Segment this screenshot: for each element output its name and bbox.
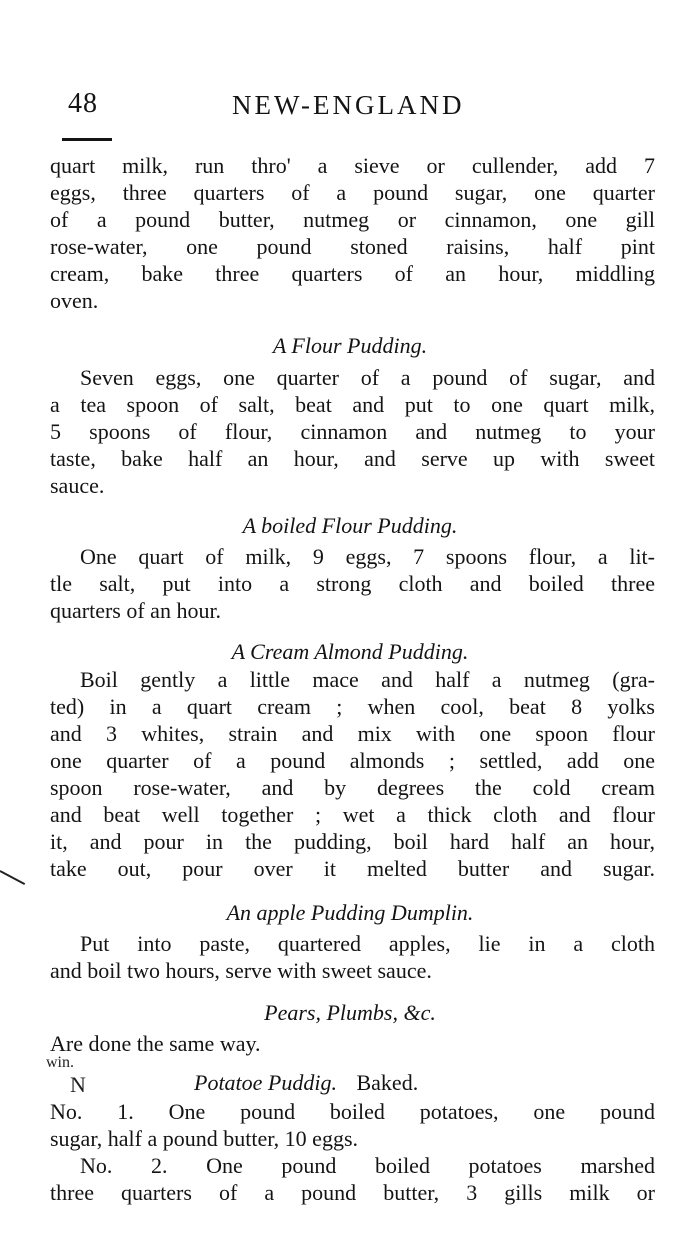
recipe-title-apple-pudding-dumplin: An apple Pudding Dumplin. <box>226 900 474 925</box>
text-line: Boil gently a little mace and half a nutmeg (gra- <box>80 667 655 692</box>
recipe-title-flour-pudding: A Flour Pudding. <box>272 333 428 358</box>
text-line: three quarters of a pound butter, 3 gills milk or <box>50 1180 655 1205</box>
text-line: and beat well together ; wet a thick cloth and flour <box>50 802 655 827</box>
text-line: cream, bake three quarters of an hour, middling <box>50 261 655 286</box>
text-line: of a pound butter, nutmeg or cinnamon, one gill <box>50 207 655 232</box>
text-line: Are done the same way. <box>50 1031 261 1056</box>
margin-tick-mark <box>0 870 25 885</box>
text-line: and boil two hours, serve with sweet sauce. <box>50 958 432 983</box>
text-line: quart milk, run thro' a sieve or cullender, add 7 <box>50 153 655 178</box>
text-line: a tea spoon of salt, beat and put to one quart milk, <box>50 392 655 417</box>
recipe-body-pears-plumbs <box>50 1030 655 1057</box>
recipe-body-potatoe-puddig <box>50 1098 655 1206</box>
text-line: rose-water, one pound stoned raisins, half pint <box>50 234 655 259</box>
text-line: Put into paste, quartered apples, lie in a cloth <box>80 931 655 956</box>
recipe-title-potatoe-puddig <box>194 1070 418 1096</box>
continuation-paragraph <box>50 152 655 314</box>
text-line: oven. <box>50 288 99 313</box>
text-line: Seven eggs, one quarter of a pound of sugar, and <box>80 365 655 390</box>
text-line: quarters of an hour. <box>50 598 222 623</box>
text-line: it, and pour in the pudding, boil hard half an hour, <box>50 829 655 854</box>
text-line: spoon rose-water, and by degrees the cold cream <box>50 775 655 800</box>
recipe-body-apple-pudding-dumplin <box>50 930 655 984</box>
recipe-title-text: Potatoe Puddig. <box>194 1070 337 1095</box>
text-line: taste, bake half an hour, and serve up with sweet <box>50 446 655 471</box>
text-line: ted) in a quart cream ; when cool, beat 8 yolks <box>50 694 655 719</box>
running-head: NEW-ENGLAND <box>232 90 465 120</box>
recipe-body-boiled-flour-pudding <box>50 543 655 624</box>
recipe-title-cream-almond-pudding: A Cream Almond Pudding. <box>231 639 469 664</box>
header-rule <box>62 138 112 141</box>
recipe-title-boiled-flour-pudding: A boiled Flour Pudding. <box>242 513 458 538</box>
recipe-subtitle: Baked. <box>356 1070 419 1095</box>
text-line: 5 spoons of flour, cinnamon and nutmeg to your <box>50 419 655 444</box>
margin-note: N <box>70 1072 86 1097</box>
text-line: and 3 whites, strain and mix with one spoon flour <box>50 721 655 746</box>
text-line: One quart of milk, 9 eggs, 7 spoons flour, a lit- <box>80 544 655 569</box>
text-line: No. 1. One pound boiled potatoes, one pound <box>50 1099 655 1124</box>
page-number: 48 <box>68 88 98 119</box>
text-line: sauce. <box>50 473 105 498</box>
recipe-body-cream-almond-pudding <box>50 666 655 882</box>
text-line: eggs, three quarters of a pound sugar, one quarter <box>50 180 655 205</box>
recipe-body-flour-pudding <box>50 364 655 499</box>
text-line: take out, pour over it melted butter and sugar. <box>50 856 655 881</box>
margin-note: win. <box>46 1054 74 1071</box>
recipe-title-pears-plumbs: Pears, Plumbs, &c. <box>264 1000 436 1025</box>
page-header <box>62 88 658 128</box>
text-line: tle salt, put into a strong cloth and boiled three <box>50 571 655 596</box>
text-line: sugar, half a pound butter, 10 eggs. <box>50 1126 358 1151</box>
text-line: No. 2. One pound boiled potatoes marshed <box>80 1153 655 1178</box>
text-line: one quarter of a pound almonds ; settled, add one <box>50 748 655 773</box>
